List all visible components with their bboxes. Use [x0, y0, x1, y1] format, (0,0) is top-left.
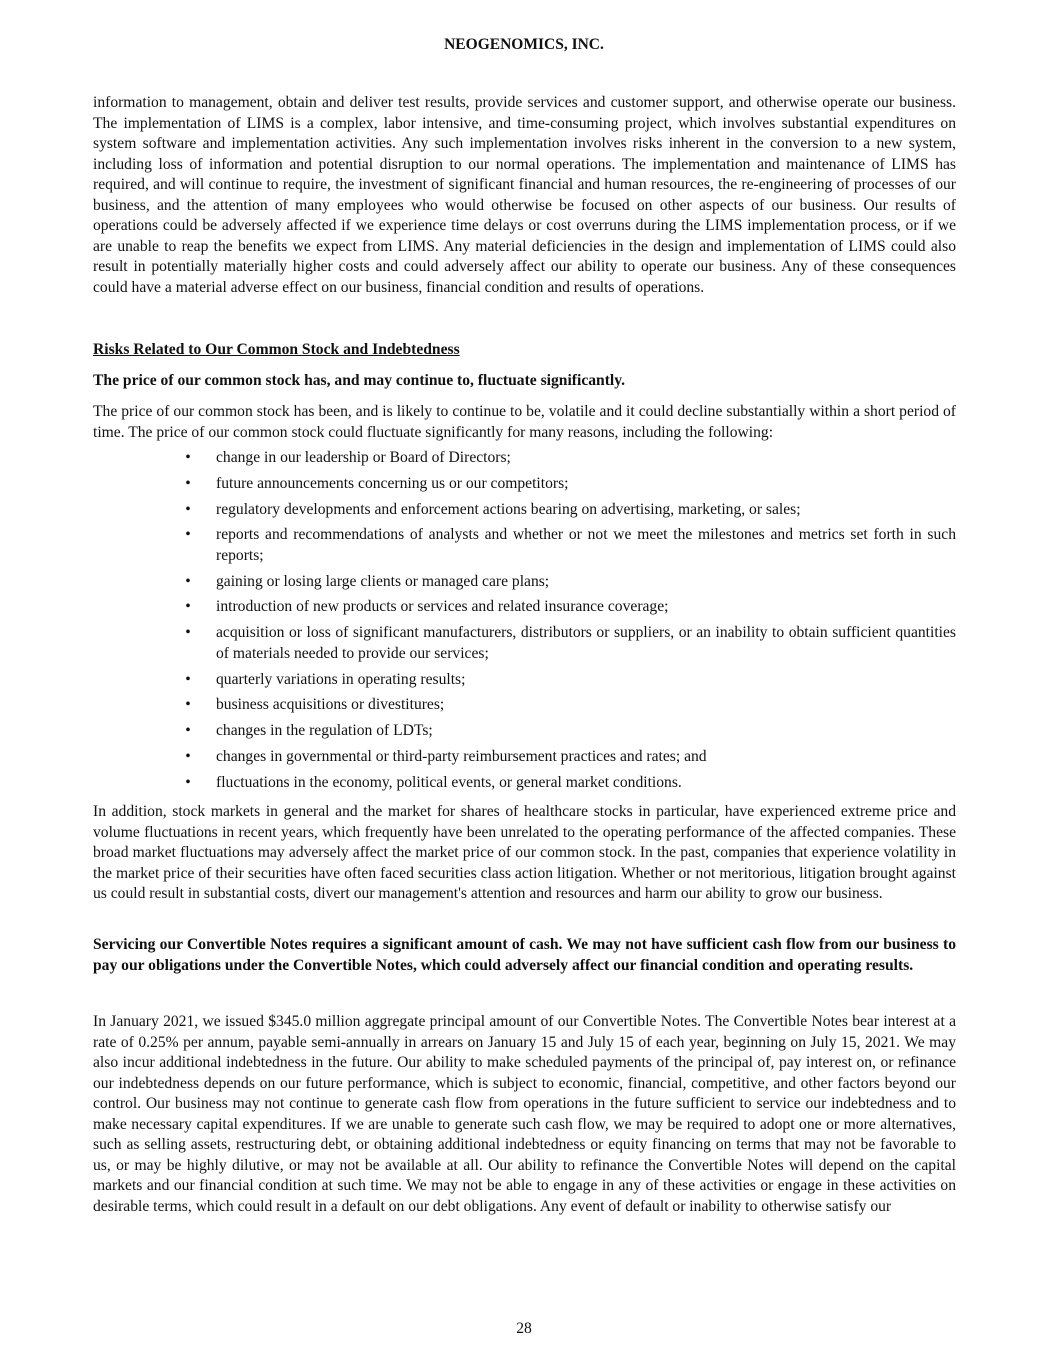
list-item-text: changes in the regulation of LDTs;	[216, 722, 433, 740]
list-item	[93, 597, 956, 618]
list-item	[93, 500, 956, 521]
list-item	[93, 572, 956, 593]
stock-price-factors-list	[93, 448, 956, 799]
bullet-icon: •	[185, 696, 191, 714]
bullet-icon: •	[185, 449, 191, 466]
lims-continuation-paragraph: information to management, obtain and deliver test results, provide services and customer support, and otherwise operate our business. The implementation of LIMS is a complex, labor intensive, and time-consuming project, which involves substantial expenditures on system software and implementation activities. Any such implementation involves risks inherent in the conversion to a new system, including loss of information and potential disruption to our normal operations. The implementation and maintenance of LIMS has required, and will continue to require, the investment of significant financial and human resources, the re-engineering of processes of our business, and the attention of many employees who would otherwise be focused on other aspects of our business. Our results of operations could be adversely affected if we experience time delays or cost overruns during the LIMS implementation process, or if we are unable to reap the benefits we expect from LIMS. Any material deficiencies in the design and implementation of LIMS could also result in potentially materially higher costs and could adversely affect our ability to operate our business. Any of these consequences could have a material adverse effect on our business, financial condition and results of operations.	[93, 94, 956, 296]
list-item	[93, 525, 956, 566]
list-item-text: fluctuations in the economy, political events, or general market conditions.	[216, 773, 682, 791]
bullet-icon: •	[185, 670, 191, 688]
bullet-icon: •	[185, 500, 191, 518]
bullet-icon: •	[185, 572, 191, 590]
risk-heading-convertible-notes: Servicing our Convertible Notes requires a significant amount of cash. We may not have sufficient cash flow from our business to pay our obligations under the Convertible Notes, which could adversely affect our financial condition and operating results.	[93, 936, 956, 974]
page-number: 28	[516, 1320, 532, 1337]
list-item	[93, 623, 956, 664]
list-item-text: introduction of new products or services and related insurance coverage;	[216, 598, 669, 616]
bullet-icon: •	[185, 474, 191, 492]
list-item-text: gaining or losing large clients or managed care plans;	[216, 572, 550, 590]
bullet-icon: •	[185, 624, 191, 642]
risk-heading-stock-price: The price of our common stock has, and may continue to, fluctuate significantly.	[93, 372, 626, 389]
list-item-text: business acquisitions or divestitures;	[216, 696, 445, 714]
list-item-text: reports and recommendations of analysts and whether or not we meet the milestones and metrics set forth in such reports;	[216, 526, 956, 564]
list-item-text: future announcements concerning us or our competitors;	[216, 474, 569, 492]
list-item-text: quarterly variations in operating results;	[216, 670, 466, 688]
list-item	[93, 773, 956, 794]
bullet-icon: •	[185, 747, 191, 765]
list-item	[93, 721, 956, 742]
list-item-text: changes in governmental or third-party reimbursement practices and rates; and	[216, 747, 707, 765]
list-item-text: change in our leadership or Board of Directors;	[216, 449, 511, 466]
section-heading-common-stock: Risks Related to Our Common Stock and Indebtedness	[93, 341, 460, 358]
bullet-icon: •	[185, 773, 191, 791]
stock-price-intro-paragraph: The price of our common stock has been, and is likely to continue to be, volatile and it could decline substantially within a short period of time. The price of our common stock could fluctuate significantly for many reasons, including the following:	[93, 403, 956, 441]
bullet-icon: •	[185, 722, 191, 740]
page-header-company: NEOGENOMICS, INC.	[444, 36, 604, 53]
list-item-text: regulatory developments and enforcement actions bearing on advertising, marketing, or sales;	[216, 500, 801, 518]
list-item	[93, 448, 956, 469]
list-item	[93, 474, 956, 495]
bullet-icon: •	[185, 526, 191, 544]
market-volatility-paragraph: In addition, stock markets in general and the market for shares of healthcare stocks in particular, have experienced extreme price and volume fluctuations in recent years, which frequently have been unrelated to the operating performance of the affected companies. These broad market fluctuations may adversely affect the market price of our common stock. In the past, companies that experience volatility in the market price of their securities have often faced securities class action litigation. Whether or not meritorious, litigation brought against us could result in substantial costs, divert our management's attention and resources and harm our ability to grow our business.	[93, 803, 956, 902]
list-item	[93, 670, 956, 691]
list-item	[93, 747, 956, 768]
list-item	[93, 695, 956, 716]
bullet-icon: •	[185, 598, 191, 616]
list-item-text: acquisition or loss of significant manufacturers, distributors or suppliers, or an inability to obtain sufficient quantities of materials needed to provide our services;	[216, 624, 956, 662]
convertible-notes-paragraph: In January 2021, we issued $345.0 million aggregate principal amount of our Convertible Notes. The Convertible Notes bear interest at a rate of 0.25% per annum, payable semi-annually in arrears on January 15 and July 15 of each year, beginning on July 15, 2021. We may also incur additional indebtedness in the future. Our ability to make scheduled payments of the principal of, pay interest on, or refinance our indebtedness depends on our future performance, which is subject to economic, financial, competitive, and other factors beyond our control. Our business may not continue to generate cash flow from operations in the future sufficient to service our indebtedness and to make necessary capital expenditures. If we are unable to generate such cash flow, we may be required to adopt one or more alternatives, such as selling assets, restructuring debt, or obtaining additional indebtedness or equity financing on terms that may not be favorable to us, or may be highly dilutive, or may not be available at all. Our ability to refinance the Convertible Notes will depend on the capital markets and our financial condition at such time. We may not be able to engage in any of these activities or engage in these activities on desirable terms, which could result in a default on our debt obligations. Any event of default or inability to otherwise satisfy our	[93, 1013, 956, 1215]
